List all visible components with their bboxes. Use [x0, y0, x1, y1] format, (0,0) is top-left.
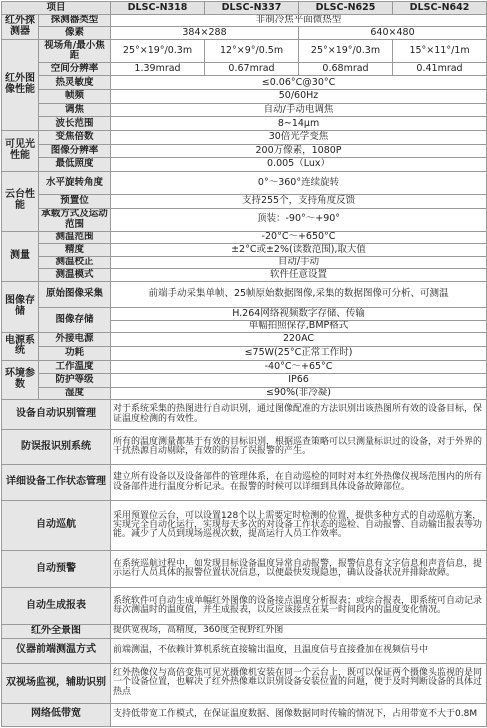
row-label: 预置位 — [39, 194, 111, 208]
feature-desc: 提供宽视场，高精度，360度全视野红外图 — [111, 624, 487, 638]
feature-label: 网络低带宽 — [2, 703, 111, 726]
feature-label: 自动预警 — [2, 551, 111, 588]
group-label: 红外探测器 — [2, 14, 39, 39]
group-label: 图像存储 — [2, 281, 39, 332]
spec-row — [2, 269, 487, 282]
feature-row — [2, 588, 487, 625]
header-item: 项目 — [2, 2, 111, 15]
row-value: ≤90%(非冷凝) — [111, 387, 487, 400]
feature-label: 仪器前端测温方式 — [2, 638, 111, 663]
row-value: 50/60Hz — [111, 90, 487, 104]
feature-label: 红外全景图 — [2, 624, 111, 638]
row-value: 0.41mrad — [393, 62, 487, 76]
row-label: 探测器类型 — [39, 14, 111, 27]
row-label: 测温校正 — [39, 256, 111, 269]
feature-label: 自动生成报表 — [2, 588, 111, 625]
spec-row — [2, 231, 487, 244]
feature-desc: 在系统巡航过程中，如发现目标设备温度异常自动报警，报警信息有文字信息和声音信息，提示运行人员具体的报警位置状况信息，以便最快发现隐患，确认设备状况并排除故障。 — [111, 551, 487, 588]
spec-row — [2, 144, 487, 158]
feature-label: 防误报识别系统 — [2, 429, 111, 465]
spec-row — [2, 62, 487, 76]
row-value: 12°×9°/0.5m — [205, 39, 299, 62]
feature-desc: 所有的温度测量都基于有效的目标识别，根据巡查策略可以只测量标识过的设备，对于外界的干扰热源自动剔除，有效的防治了误报警的产生。 — [111, 429, 487, 465]
row-value: 30倍光学变焦 — [111, 130, 487, 144]
spec-row — [2, 117, 487, 131]
row-value: 软件任意设置 — [111, 269, 487, 282]
feature-desc: 建立所有设备以及设备部件的管理体系，在自动巡检的同时对本红外热像仪视场范围内的所有设备部件进行温度分析记录。在报警的时候可以详细到具体设备故障部位。 — [111, 465, 487, 501]
spec-row — [2, 333, 487, 347]
row-label: 承载方式及运动范围 — [39, 208, 111, 231]
feature-desc: 对于系统采集的热图进行自动识别，通过图像配准的方法识别出该热图所有效的设备目标，保证温度检测的有效性。 — [111, 400, 487, 429]
spec-row — [2, 208, 487, 231]
row-value: -20°C～+650°C — [111, 231, 487, 244]
spec-row — [2, 90, 487, 104]
row-label: 调焦 — [39, 103, 111, 117]
spec-row — [2, 256, 487, 269]
feature-label: 设备自动识别管理 — [2, 400, 111, 429]
feature-desc: 支持低带宽工作模式，在保证温度数据、图像数据同时传输的情况下，占用带宽不大于0.8M — [111, 703, 487, 726]
row-value: 200万像素，1080P — [111, 144, 487, 158]
model-name: DLSC-N642 — [393, 2, 487, 15]
row-value: 顶装：-90°～+90° — [111, 208, 487, 231]
row-label: 测温范围 — [39, 231, 111, 244]
group-label: 测量 — [2, 231, 39, 281]
row-value: 0°～360°连续旋转 — [111, 171, 487, 194]
row-value: 自动/手动电调焦 — [111, 103, 487, 117]
row-label: 波长范围 — [39, 117, 111, 131]
row-label: 功耗 — [39, 346, 111, 360]
group-label: 红外图像性能 — [2, 39, 39, 130]
row-label: 视场角/最小焦距 — [39, 39, 111, 62]
feature-row — [2, 465, 487, 501]
spec-row — [2, 14, 487, 27]
row-value: 15°×11°/1m — [393, 39, 487, 62]
spec-row — [2, 158, 487, 172]
header-row — [2, 2, 487, 15]
row-label: 工作温度 — [39, 360, 111, 374]
row-value: 单幅拍照保存,BMP格式 — [111, 320, 487, 333]
row-value: 0.67mrad — [205, 62, 299, 76]
feature-row — [2, 400, 487, 429]
feature-desc: 系统软件可自动生成单幅红外图像的设备接点温度分析报表；或综合报表，即系统可自动记录每次测温时的温度值，并生成报表，以反应该接点在某一时间段内的温度变化情况。 — [111, 588, 487, 625]
row-value: 0.005（Lux） — [111, 158, 487, 172]
spec-row — [2, 244, 487, 257]
spec-row — [2, 103, 487, 117]
row-value: 支持255个，支持角度反馈 — [111, 194, 487, 208]
spec-row — [2, 27, 487, 40]
spec-row — [2, 387, 487, 400]
row-value: 自动/手动 — [111, 256, 487, 269]
feature-row — [2, 551, 487, 588]
row-value: 384×288 — [111, 27, 299, 40]
row-label: 像素 — [39, 27, 111, 40]
group-label: 可见光性能 — [2, 130, 39, 171]
row-label: 图像分辨率 — [39, 144, 111, 158]
row-label: 测温模式 — [39, 269, 111, 282]
model-name: DLSC-N625 — [299, 2, 393, 15]
row-label: 热灵敏度 — [39, 76, 111, 90]
row-value: 220AC — [111, 333, 487, 347]
row-label: 空间分辨率 — [39, 62, 111, 76]
spec-row — [2, 171, 487, 194]
row-label: 图像存储 — [39, 308, 111, 333]
row-value: ±2°C或±2%(读数范围),取大值 — [111, 244, 487, 257]
row-value: ≤75W(25°C正常工作时) — [111, 346, 487, 360]
row-label: 最低照度 — [39, 158, 111, 172]
spec-row — [2, 374, 487, 388]
feature-label: 双视场监视，辅助识别 — [2, 663, 111, 703]
model-name: DLSC-N337 — [205, 2, 299, 15]
row-value: H.264网络视频数字存储、传输 — [111, 308, 487, 321]
row-label: 湿度 — [39, 387, 111, 400]
row-label: 精度 — [39, 244, 111, 257]
spec-row — [2, 281, 487, 307]
feature-row — [2, 703, 487, 726]
row-value: 1.39mrad — [111, 62, 205, 76]
spec-row — [2, 194, 487, 208]
spec-row — [2, 308, 487, 321]
row-value: 前端手动采集单帧、25帧原始数据图像,采集的数据图像可分析、可测温 — [111, 281, 487, 307]
group-label: 环境参数 — [2, 360, 39, 400]
row-value: IP66 — [111, 374, 487, 388]
spec-row — [2, 346, 487, 360]
row-label: 变焦倍数 — [39, 130, 111, 144]
row-label: 原始图像采集 — [39, 281, 111, 307]
row-value: 8~14μm — [111, 117, 487, 131]
group-label: 云台性能 — [2, 171, 39, 231]
row-label: 外接电源 — [39, 333, 111, 347]
row-value: 0.68mrad — [299, 62, 393, 76]
row-value: -40°C～+65°C — [111, 360, 487, 374]
feature-row — [2, 501, 487, 551]
row-value: 640×480 — [299, 27, 487, 40]
row-label: 水平旋转角度 — [39, 171, 111, 194]
spec-table — [1, 1, 487, 727]
feature-row — [2, 663, 487, 703]
group-label: 电源系统 — [2, 333, 39, 360]
row-value: 25°×19°/0.3m — [111, 39, 205, 62]
feature-label: 详细设备工作状态管理 — [2, 465, 111, 501]
feature-row — [2, 429, 487, 465]
feature-label: 自动巡航 — [2, 501, 111, 551]
feature-desc: 前端测温，不依赖计算机系统直接输出温度，且温度信号直接叠加在视频信号中 — [111, 638, 487, 663]
row-value: 25°×19°/0.3m — [299, 39, 393, 62]
feature-row — [2, 638, 487, 663]
row-value: 非制冷焦平面微热型 — [111, 14, 487, 27]
feature-desc: 采用预置位云台，可以设置128个以上需要定时检测的位置，提供多种方式的自动巡航方案，实现完全自动化运行，实现每天多次的对设备工作状态的巡检、自动报警、自动输出报表等功能。减少了人员到现场巡视次数，提高运行人员工作效率。 — [111, 501, 487, 551]
row-value: ≤0.06°C@30°C — [111, 76, 487, 90]
row-label: 帧频 — [39, 90, 111, 104]
spec-row — [2, 130, 487, 144]
feature-desc: 红外热像仪与高倍变焦可见光摄像机安装在同一个云台上，既可以保证两个摄像头监视的是同一个设备位置，也解决了红外热像难以识别设备安装位置的问题，便于及时判断设备的具体过热点 — [111, 663, 487, 703]
spec-row — [2, 76, 487, 90]
spec-row — [2, 360, 487, 374]
model-name: DLSC-N318 — [111, 2, 205, 15]
feature-row — [2, 624, 487, 638]
spec-row — [2, 39, 487, 62]
row-label: 防护等级 — [39, 374, 111, 388]
